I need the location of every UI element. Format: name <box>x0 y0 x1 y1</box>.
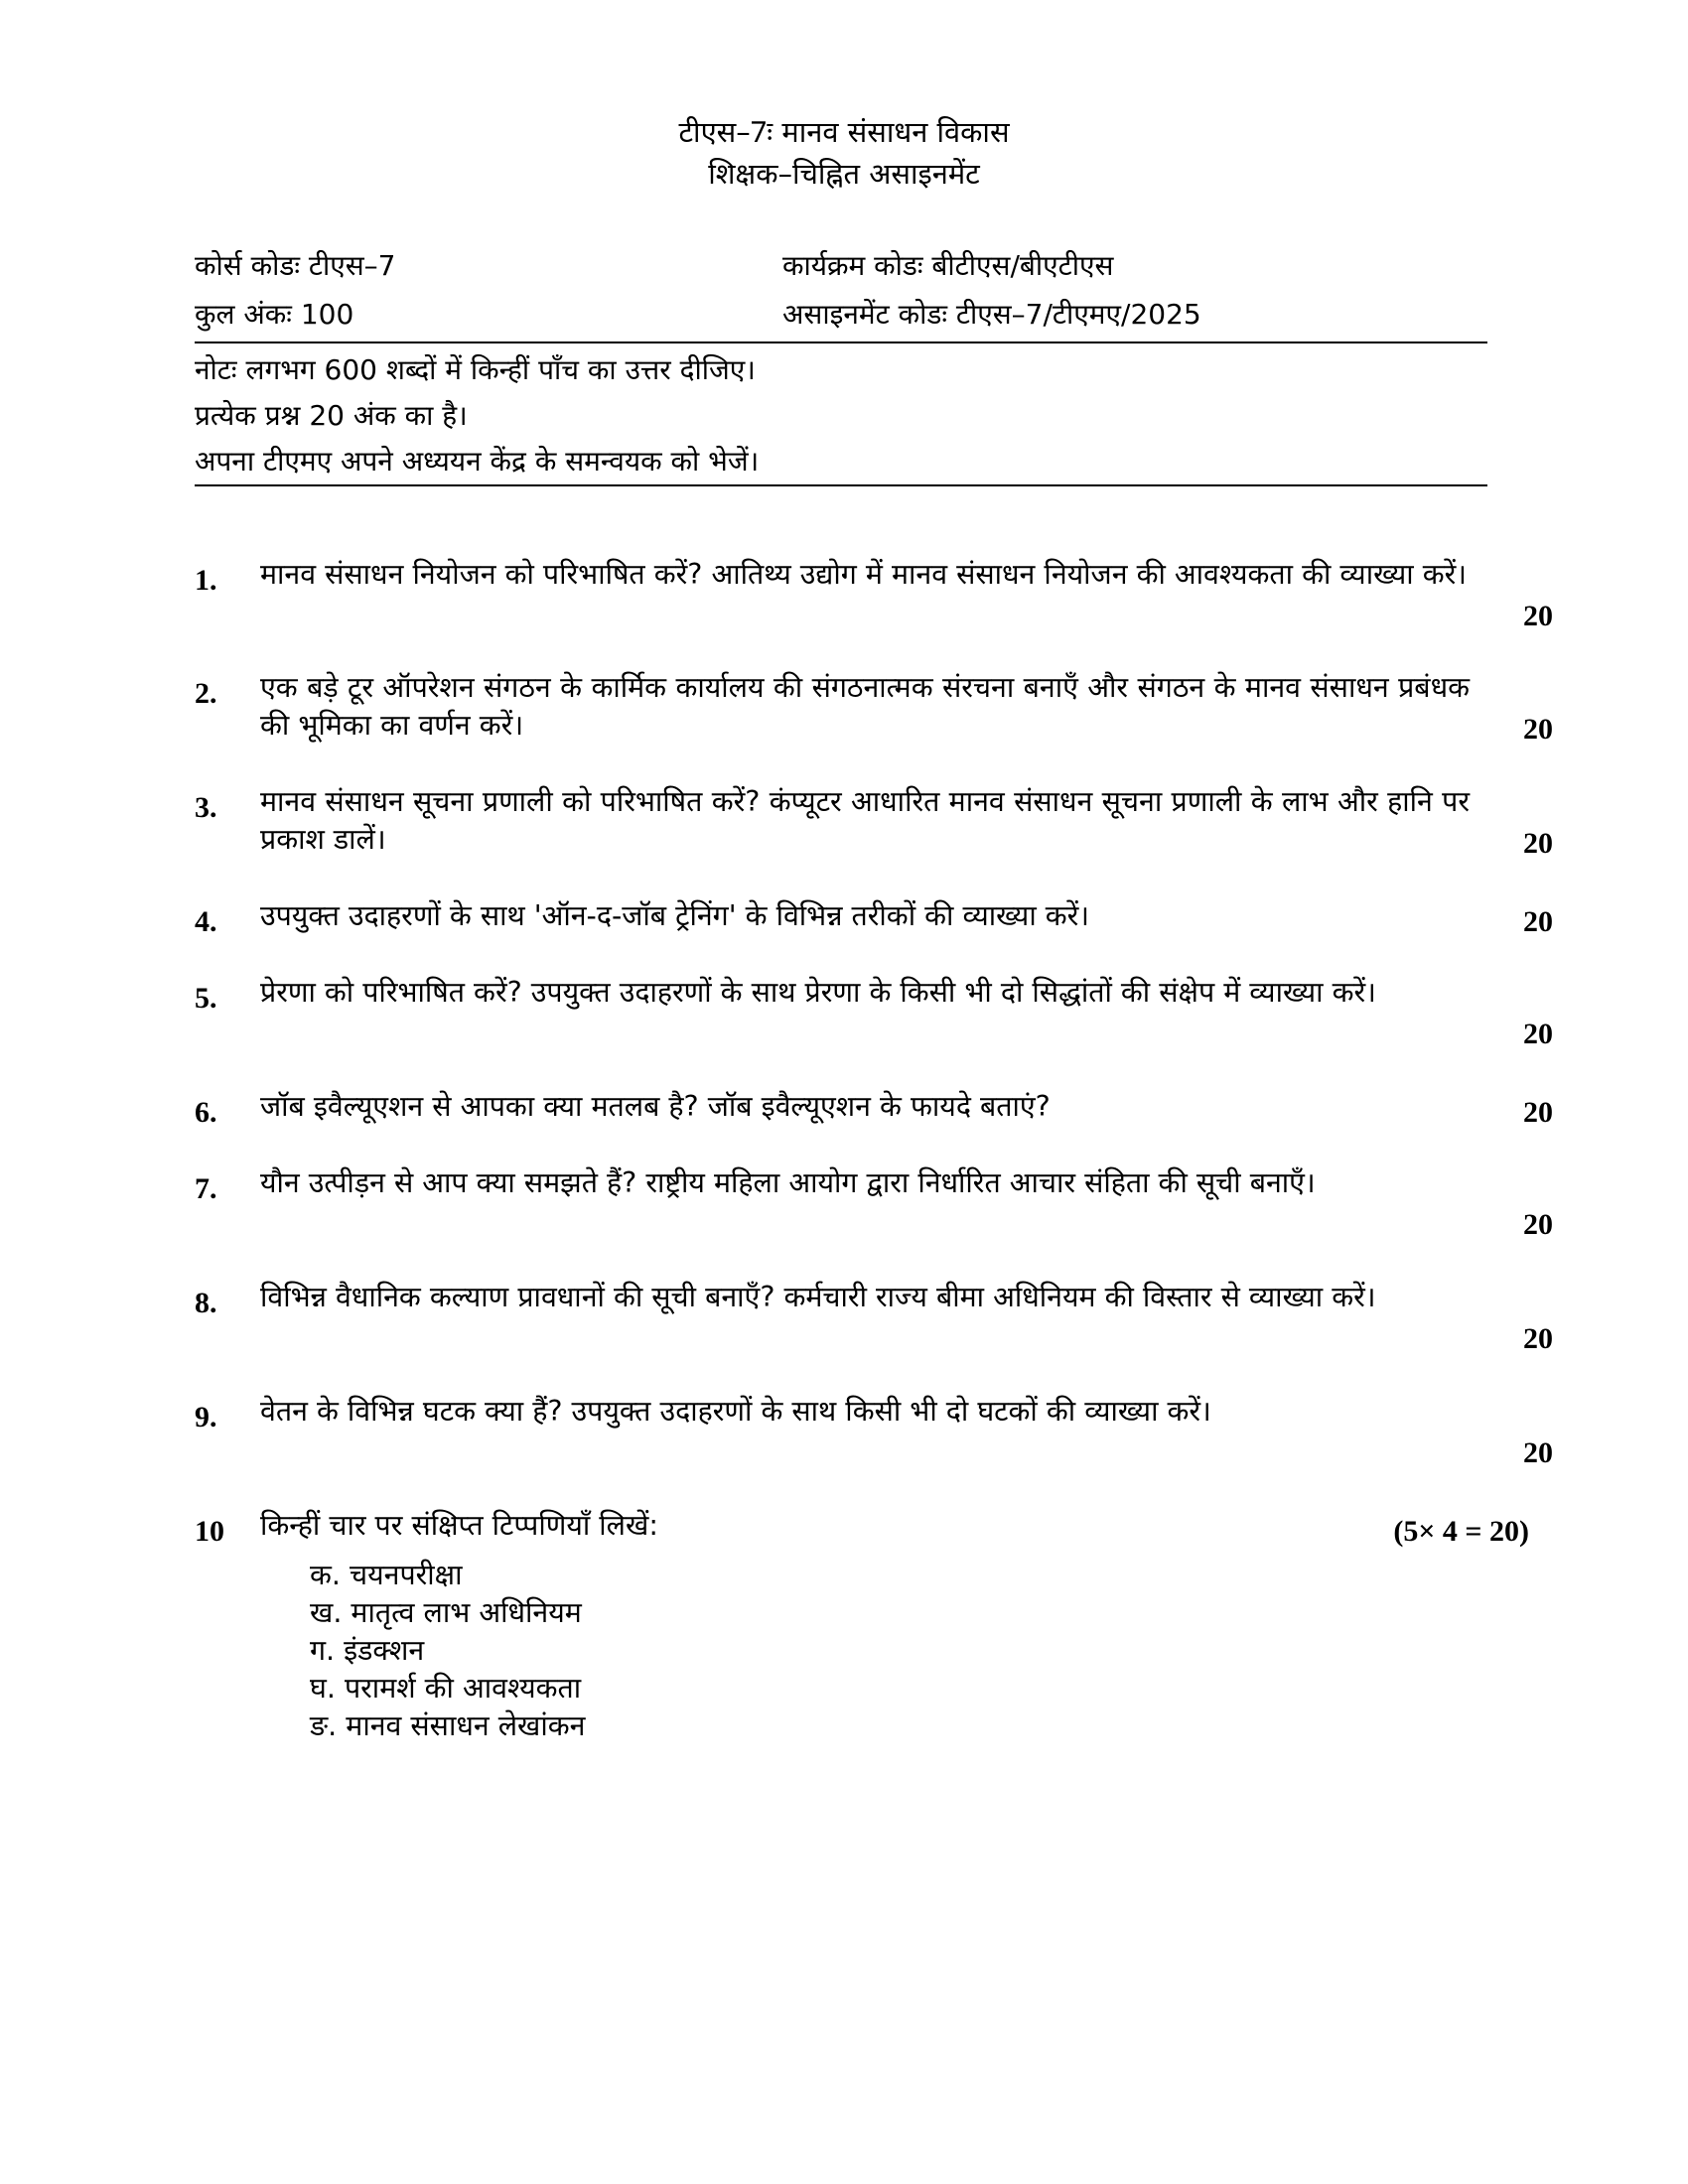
bottom-divider <box>195 484 1487 486</box>
question-number: 5. <box>195 982 217 1015</box>
question-text: वेतन के विभिन्न घटक क्या हैं? उपयुक्त उदाहरणों के साथ किसी भी दो घटकों की व्याख्या करें। <box>260 1395 1211 1428</box>
instructions <box>195 347 759 484</box>
question-text: यौन उत्पीड़न से आप क्या समझते हैं? राष्ट्रीय महिला आयोग द्वारा निर्धारित आचार संहिता की सूची बनाएँ। <box>260 1166 1316 1199</box>
question-number: 9. <box>195 1401 217 1433</box>
short-notes-list <box>310 1557 585 1745</box>
question-number: 10 <box>195 1515 224 1548</box>
question-marks: 20 <box>1523 827 1553 860</box>
question-marks: 20 <box>1523 1322 1553 1355</box>
question-number: 7. <box>195 1172 217 1205</box>
question-text: प्रेरणा को परिभाषित करें? उपयुक्त उदाहरणों के साथ प्रेरणा के किसी भी दो सिद्धांतों की संक्षेप में व्याख्या करें। <box>260 976 1376 1009</box>
question-number: 6. <box>195 1096 217 1129</box>
question-marks: (5× 4 = 20) <box>1393 1515 1529 1548</box>
question-text: मानव संसाधन सूचना प्रणाली को परिभाषित करें? कंप्यूटर आधारित मानव संसाधन सूचना प्रणाली के लाभ और हानि पर प्रकाश डालें। <box>260 785 1470 856</box>
question-number: 1. <box>195 564 217 597</box>
assignment-code: असाइनमेंट कोडः टीएस–7/टीएमए/2025 <box>782 298 1201 331</box>
note-line: प्रत्येक प्रश्न 20 अंक का है। <box>195 399 468 432</box>
question-number: 3. <box>195 791 217 824</box>
total-marks: कुल अंकः 100 <box>195 298 354 331</box>
question-text: जॉब इवैल्यूएशन से आपका क्या मतलब है? जॉब इवैल्यूएशन के फायदे बताएं? <box>260 1090 1051 1123</box>
list-item: घ. परामर्श की आवश्यकता <box>310 1672 582 1705</box>
note-line: नोटः लगभग 600 शब्दों में किन्हीं पाँच का उत्तर दीजिए। <box>195 353 756 386</box>
header <box>0 111 1688 195</box>
question-number: 4. <box>195 905 217 938</box>
list-item: ख. मातृत्व लाभ अधिनियम <box>310 1596 582 1629</box>
question-marks: 20 <box>1523 1436 1553 1469</box>
question-number: 8. <box>195 1287 217 1319</box>
list-item: ग. इंडक्शन <box>310 1634 425 1667</box>
page-title: टीएस–7ः मानव संसाधन विकास <box>678 115 1010 149</box>
question-text: उपयुक्त उदाहरणों के साथ 'ऑन-द-जॉब ट्रेनिंग' के विभिन्न तरीकों की व्याख्या करें। <box>260 899 1090 932</box>
question-marks: 20 <box>1523 713 1553 746</box>
page-subtitle: शिक्षक–चिह्नित असाइनमेंट <box>708 157 980 191</box>
programme-code: कार्यक्रम कोडः बीटीएस/बीएटीएस <box>782 249 1114 282</box>
list-item: ङ. मानव संसाधन लेखांकन <box>310 1709 586 1742</box>
question-text: एक बड़े टूर ऑपरेशन संगठन के कार्मिक कार्यालय की संगठनात्मक संरचना बनाएँ और संगठन के मानव संसाधन प्रबंधक की भूमिका का वर्णन करें। <box>260 671 1470 742</box>
question-text: किन्हीं चार पर संक्षिप्त टिप्पणियाँ लिखें: <box>260 1509 658 1542</box>
question-marks: 20 <box>1523 1096 1553 1129</box>
question-text: विभिन्न वैधानिक कल्याण प्रावधानों की सूची बनाएँ? कर्मचारी राज्य बीमा अधिनियम की विस्तार से व्याख्या करें। <box>260 1281 1376 1313</box>
question-marks: 20 <box>1523 1208 1553 1241</box>
top-divider <box>195 341 1487 343</box>
question-marks: 20 <box>1523 1018 1553 1050</box>
note-line: अपना टीएमए अपने अध्ययन केंद्र के समन्वयक को भेजें। <box>195 445 760 478</box>
question-number: 2. <box>195 677 217 710</box>
course-code: कोर्स कोडः टीएस–7 <box>195 249 396 282</box>
question-marks: 20 <box>1523 905 1553 938</box>
list-item: क. चयनपरीक्षा <box>310 1559 463 1591</box>
question-text: मानव संसाधन नियोजन को परिभाषित करें? आतिथ्य उद्योग में मानव संसाधन नियोजन की आवश्यकता की व्याख्या करें। <box>260 558 1468 591</box>
question-marks: 20 <box>1523 600 1553 632</box>
